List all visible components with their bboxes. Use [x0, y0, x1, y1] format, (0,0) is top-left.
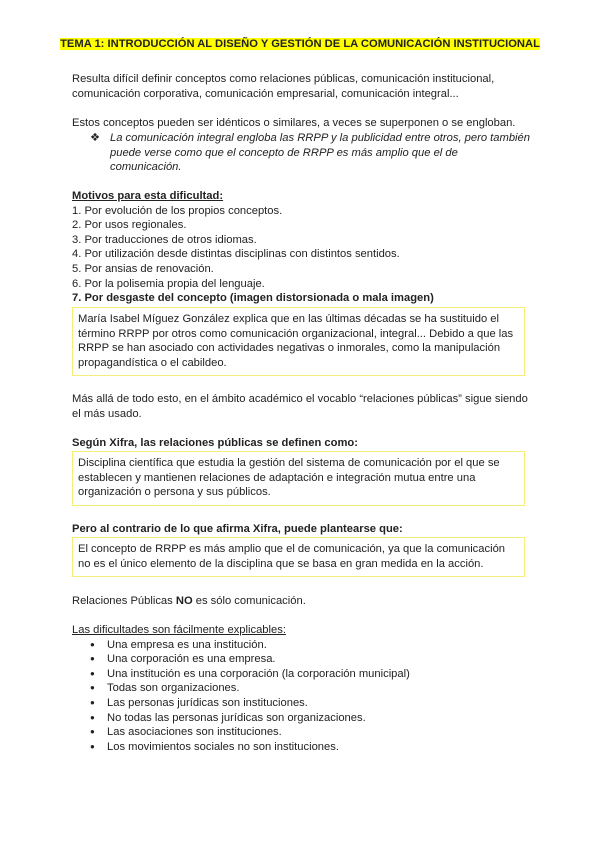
title-highlight: TEMA 1: INTRODUCCIÓN AL DISEÑO Y GESTIÓN DE LA COMUNICACIÓN INSTITUCIONAL: [60, 38, 540, 50]
list-item: ● Una institución es una corporación (la corporación municipal): [90, 667, 532, 682]
list-item: 2. Por usos regionales.: [72, 219, 187, 232]
list-item: ● Las asociaciones son instituciones.: [90, 725, 532, 740]
concepts-bullet: [90, 131, 530, 175]
difficulties-section: [72, 623, 532, 754]
list-item: ● No todas las personas jurídicas son organizaciones.: [90, 711, 532, 726]
concepts-text: Estos conceptos pueden ser idénticos o similares, a veces se superponen o se engloban.: [72, 117, 516, 129]
contrary-heading: Pero al contrario de lo que afirma Xifra, puede plantearse que:: [72, 523, 403, 535]
list-item: 6. Por la polisemia propia del lenguaje.: [72, 277, 265, 290]
contrary-heading-block: [72, 522, 532, 537]
list-item: ● Las personas jurídicas son instituciones.: [90, 696, 532, 711]
academic-paragraph: [72, 392, 532, 421]
list-item: 3. Por traducciones de otros idiomas.: [72, 233, 257, 246]
xifra-definition: Disciplina científica que estudia la gestión del sistema de comunicación por el que se establecen y mantienen relaciones de adaptación e integración mutua entre una organización o persona y sus públicos.: [78, 457, 500, 499]
gonzalez-box: [72, 307, 525, 376]
statement-before: Relaciones Públicas: [72, 595, 176, 607]
list-item: ● Una empresa es una institución.: [90, 638, 532, 653]
concepts-bullet-text: La comunicación integral engloba las RRPP y la publicidad entre otros, pero también puede verse como que el concepto de RRPP es más amplio que el de comunicación.: [110, 132, 530, 174]
statement-strong: NO: [175, 595, 193, 607]
gonzalez-text: María Isabel Míguez González explica que en las últimas décadas se ha sustituido el término RRPP por otros como comunicación organizacional, integral... Debido a que las RRPP se han asociado con actividades negativas o inmorales, como la manipulación propagandística o el cabildeo.: [78, 313, 514, 369]
xifra-heading-block: [72, 436, 532, 451]
list-item: 4. Por utilización desde distintas disciplinas con distintos sentidos.: [72, 248, 400, 261]
xifra-heading: Según Xifra, las relaciones públicas se definen como:: [72, 437, 358, 449]
intro-paragraph: [72, 72, 532, 101]
list-item: 1. Por evolución de los propios conceptos.: [72, 204, 283, 217]
diamond-bullet-icon: ❖: [90, 132, 101, 144]
list-item: 7. Por desgaste del concepto (imagen distorsionada o mala imagen): [72, 292, 434, 305]
list-item: 5. Por ansias de renovación.: [72, 262, 214, 275]
statement-text: [72, 594, 532, 609]
page-title: [60, 37, 540, 51]
list-item: ● Una corporación es una empresa.: [90, 652, 532, 667]
difficulties-heading: Las dificultades son fácilmente explicables:: [72, 624, 286, 636]
list-item: ● Los movimientos sociales no son instituciones.: [90, 740, 532, 755]
difficulties-list: [90, 638, 532, 755]
motives-heading: Motivos para esta dificultad:: [72, 190, 224, 202]
statement-paragraph: [72, 594, 532, 609]
list-item: ● Todas son organizaciones.: [90, 681, 532, 696]
contrary-text: El concepto de RRPP es más amplio que el de comunicación, ya que la comunicación no es el único elemento de la disciplina que se basa en gran medida en la acción.: [78, 543, 506, 570]
statement-after: es sólo comunicación.: [192, 595, 306, 607]
academic-text: Más allá de todo esto, en el ámbito académico el vocablo “relaciones públicas” sigue siendo el más usado.: [72, 393, 528, 420]
motives-section: [72, 189, 532, 306]
motives-list: [72, 204, 532, 306]
concepts-paragraph: [72, 116, 532, 131]
intro-text: Resulta difícil definir conceptos como relaciones públicas, comunicación institucional, comunicación corporativa, comunicación empresarial, comunicación integral...: [72, 73, 495, 100]
contrary-box: [72, 537, 525, 577]
xifra-box: [72, 451, 525, 506]
